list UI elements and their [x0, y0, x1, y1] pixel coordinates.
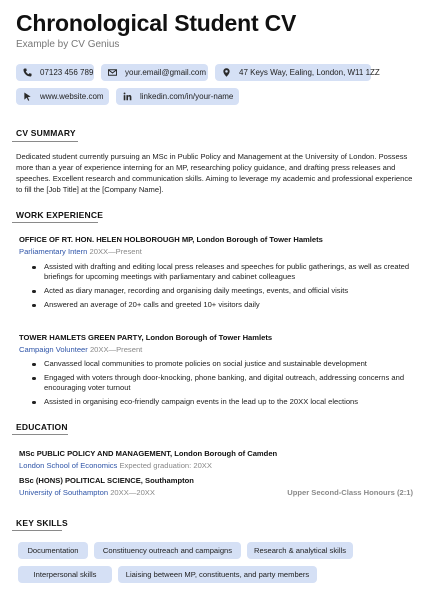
skill-tag: Liaising between MP, constituents, and party members — [118, 566, 317, 583]
section-divider — [12, 141, 78, 142]
education-school: University of Southampton — [19, 488, 109, 497]
education-school: London School of Economics — [19, 461, 118, 470]
linkedin-url: linkedin.com/in/your-name — [140, 92, 234, 101]
job-bullets — [32, 359, 412, 411]
skill-tag: Research & analytical skills — [247, 542, 353, 559]
list-item: Acted as diary manager, recording and organising daily meetings, events, and official visits — [32, 286, 412, 296]
section-title-experience: WORK EXPERIENCE — [16, 210, 104, 220]
list-item: Assisted in organising eco-friendly campaign events in the lead up to the 20XX local elections — [32, 397, 412, 407]
job-employer: TOWER HAMLETS GREEN PARTY, London Borough of Tower Hamlets — [19, 333, 273, 342]
section-title-education: EDUCATION — [16, 422, 68, 432]
contact-row-1 — [16, 64, 416, 81]
section-divider — [12, 434, 68, 435]
contact-phone — [16, 64, 94, 81]
section-divider — [12, 530, 62, 531]
linkedin-icon — [123, 92, 132, 102]
list-item: Assisted with drafting and editing local press releases and speeches for public gatherings, as well as created briefings for upcoming meetings with parliamentary and cabinet colleagues — [32, 262, 412, 282]
email-address: your.email@gmail.com — [125, 68, 207, 77]
contact-email — [101, 64, 208, 81]
envelope-icon — [108, 68, 117, 78]
list-item: Answered an average of 20+ calls and greeted 10+ visitors daily — [32, 300, 412, 310]
job-dates: 20XX—Present — [89, 345, 143, 354]
postal-address: 47 Keys Way, Ealing, London, W11 1ZZ — [239, 68, 380, 77]
section-title-summary: CV SUMMARY — [16, 128, 76, 138]
education-degree: MSc PUBLIC POLICY AND MANAGEMENT, London Borough of Camden — [19, 449, 278, 458]
education-dates: 20XX—20XX — [110, 488, 155, 497]
cv-subtitle: Example by CV Genius — [16, 39, 120, 50]
list-item: Canvassed local communities to promote policies on social justice and sustainable development — [32, 359, 412, 369]
contact-linkedin — [116, 88, 239, 105]
website-url: www.website.com — [40, 92, 104, 101]
education-degree: BSc (HONS) POLITICAL SCIENCE, Southampton — [19, 476, 194, 485]
phone-icon — [23, 68, 32, 78]
education-school-line — [19, 461, 212, 470]
contact-website — [16, 88, 109, 105]
education-grade: Upper Second-Class Honours (2:1) — [287, 488, 413, 497]
phone-number: 07123 456 789 — [40, 68, 94, 77]
list-item: Engaged with voters through door-knocking, phone banking, and digital outreach, addressing concerns and encouraging voter turnout — [32, 373, 412, 393]
job-role: Campaign Volunteer — [19, 345, 88, 354]
contact-address — [215, 64, 380, 81]
skills-row-2 — [18, 566, 418, 583]
skills-row-1 — [18, 542, 418, 559]
contact-row-2 — [16, 88, 416, 105]
skill-tag: Interpersonal skills — [18, 566, 112, 583]
skill-tag: Documentation — [18, 542, 88, 559]
job-role: Parliamentary Intern — [19, 247, 88, 256]
job-dates: 20XX—Present — [89, 247, 142, 256]
skill-tag: Constituency outreach and campaigns — [94, 542, 241, 559]
education-school-line — [19, 488, 155, 497]
section-title-skills: KEY SKILLS — [16, 518, 68, 528]
location-pin-icon — [222, 68, 231, 78]
job-role-line — [19, 345, 142, 354]
job-employer: OFFICE OF RT. HON. HELEN HOLBOROUGH MP, London Borough of Tower Hamlets — [19, 235, 323, 244]
summary-text: Dedicated student currently pursuing an MSc in Public Policy and Management at the University of London. Possess more than a year of experience interning for an MP, researching policy guidance, and drafting press releases and speeches. Excellent research and communication skills. Aiming to leverage my academic and professional experience to fill the [Job Title] at the [Company Name]. — [16, 152, 413, 194]
job-role-line — [19, 247, 142, 256]
cursor-icon — [23, 92, 32, 102]
job-bullets — [32, 262, 412, 314]
education-dates: Expected graduation: 20XX — [119, 461, 212, 470]
cv-title: Chronological Student CV — [16, 10, 297, 36]
section-divider — [12, 222, 98, 223]
